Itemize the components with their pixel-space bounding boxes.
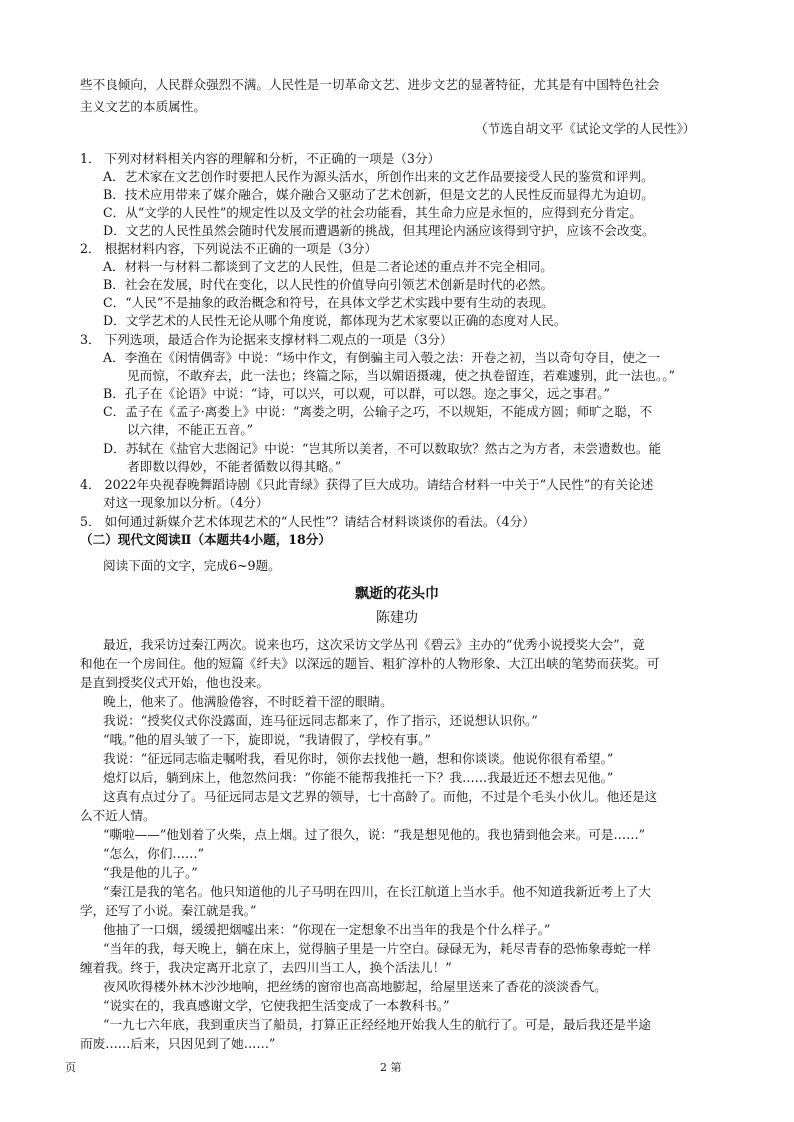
question-2-option-a: A．材料一与材料二都谈到了文艺的人民性，但是二者论述的重点并不完全相同。 xyxy=(103,259,553,274)
article-line: 最近，我采访过秦江两次。说来也巧，这次采访文学丛刊《碧云》主办的“优秀小说授奖大会”，竟 xyxy=(103,637,645,652)
article-line: “怎么，你们……” xyxy=(103,846,205,861)
article-line: “当年的我，每天晚上，躺在床上，觉得脑子里是一片空白。碌碌无为，耗尽青春的恐怖象毒蛇一样 xyxy=(103,941,651,956)
source-note: （节选自胡文平《试论文学的人民性》） xyxy=(475,121,696,136)
article-line: 而废……后来，只因见到了她……” xyxy=(80,1036,276,1051)
question-3-option-d: D．苏轼在《盐官大悲阁记》中说：“岂其所以美者，不可以数取欤？然古之为方者，未尝遗数也。能 xyxy=(103,441,662,456)
article-line: 晚上，他来了。他满脸倦容，不时眨着干涩的眼睛。 xyxy=(103,694,393,709)
reading-instruction: 阅读下面的文字，完成6~9题。 xyxy=(103,558,281,573)
intro-line-2: 主义文艺的本质属性。 xyxy=(80,99,206,114)
article-line: 学，还写了小说。秦江就是我。” xyxy=(80,903,257,918)
question-3-option-b: B．孔子在《论语》中说：“诗，可以兴，可以观，可以群，可以怨。迩之事父，远之事君。” xyxy=(103,386,610,401)
question-1-option-b: B．技术应用带来了媒介融合，媒介融合又驱动了艺术创新，但是文艺的人民性反而显得尤为迫切。 xyxy=(103,187,654,202)
article-author: 陈建功 xyxy=(376,610,418,626)
intro-line-1: 些不良倾向，人民群众强烈不满。人民性是一切革命文艺、进步文艺的显著特征，尤其是有中国特色社会 xyxy=(80,77,660,92)
question-2-option-c: C．“人民”不是抽象的政治概念和符号，在具体文学艺术实践中要有生动的表现。 xyxy=(103,295,554,310)
article-line: 夜风吹得楼外林木沙沙地响，把丝绣的窗帘也高高地膨起，给屋里送来了香花的淡淡香气。 xyxy=(103,979,607,994)
question-2-option-d: D．文学艺术的人民性无论从哪个角度说，都体现为艺术家要以正确的态度对人民。 xyxy=(103,313,567,328)
section-header: （二）现代文阅读Ⅱ（本题共4小题，18分） xyxy=(80,532,331,547)
article-line: 他抽了一口烟，缓缓把烟嘘出来：“你现在一定想象不出当年的我是个什么样子。” xyxy=(103,922,551,937)
question-3-option-c: C．孟子在《孟子·离娄上》中说：“离娄之明，公输子之巧，不以规矩，不能成方圆；师旷之聪，不 xyxy=(103,404,653,419)
question-4-stem: 4． 2022年央视春晚舞蹈诗剧《只此青绿》获得了巨大成功。请结合材料一中关于“人民性”的有关论述 xyxy=(80,477,654,492)
article-line: 和他在一个房间住。他的短篇《纤夫》以深远的题旨、粗犷淳朴的人物形象、大江出峡的笔势而获奖。可 xyxy=(80,656,660,671)
article-line: “我是他的儿子。” xyxy=(103,865,198,880)
question-3-stem: 3． 下列选项，最适合作为论据来支撑材料二观点的一项是（3分） xyxy=(80,332,453,347)
question-1-option-d: D．文艺的人民性虽然会随时代发展而遭遇新的挑战，但其理论内涵应该得到守护，应该不会改变。 xyxy=(103,223,655,238)
article-line: 是直到授奖仪式开始，他也没来。 xyxy=(80,675,269,690)
article-line: “秦江是我的笔名。他只知道他的儿子马明在四川，在长江航道上当水手。他不知道我新近考上了大 xyxy=(103,884,651,899)
question-1-option-c: C．从“文学的人民性”的规定性以及文学的社会功能看，其生命力应是永恒的，应得到充分肯定。 xyxy=(103,205,642,220)
question-3-option-a: A．李渔在《闲情偶寄》中说：“场中作文，有倒骗主司入彀之法：开卷之初，当以奇句夺目，使之一 xyxy=(103,350,661,365)
article-line: “说实在的，我真感谢文学，它使我把生活变成了一本教科书。” xyxy=(103,998,450,1013)
question-1-stem: 1． 下列对材料相关内容的理解和分析，不正确的一项是（3分） xyxy=(80,151,441,166)
article-line: 熄灯以后，躺到床上，他忽然问我：“你能不能帮我推托一下？我……我最近还不想去见他。” xyxy=(103,770,614,785)
article-line: 么不近人情。 xyxy=(80,808,156,823)
question-3-option-a-cont: 见而惊，不敢弃去，此一法也；终篇之际，当以媚语摄魂，使之执卷留连，若难遽别，此一法也。。” xyxy=(127,368,675,383)
question-2-option-b: B．社会在发展，时代在变化，以人民性的价值导向引领艺术创新是时代的必然。 xyxy=(103,277,554,292)
question-3-option-c-cont: 以六律，不能正五音。” xyxy=(127,422,254,437)
question-5-stem: 5． 如何通过新媒介艺术体现艺术的“人民性”？请结合材料谈谈你的看法。（4分） xyxy=(80,514,535,529)
article-line: 我说：“授奖仪式你没露面，连马征远同志都来了，作了指示，还说想认识你。” xyxy=(103,713,538,728)
question-1-option-a: A．艺术家在文艺创作时要把人民作为源头活水，所创作出来的文艺作品要接受人民的鉴赏和评判。 xyxy=(103,169,654,184)
article-line: “哦。”他的眉头皱了一下，旋即说，“我请假了，学校有事。” xyxy=(103,732,431,747)
footer-page-number: 2 第 xyxy=(380,1061,402,1074)
article-line: “一九七六年底，我到重庆当了船员，打算正正经经地开始我人生的航行了。可是，最后我还是半途 xyxy=(103,1017,651,1032)
article-line: “嘶啦——”他划着了火柴，点上烟。过了很久，说：“我是想见他的。我也猜到他会来。可是……” xyxy=(103,827,646,842)
question-4-stem-cont: 对这一现象加以分析。（4分） xyxy=(103,495,269,510)
question-3-option-d-cont: 者即数以得妙，不能者循数以得其略。” xyxy=(127,459,342,474)
article-title: 飘逝的花头巾 xyxy=(355,586,439,602)
article-line: 这真有点过分了。马征远同志是文艺界的领导，七十高龄了。而他，不过是个毛头小伙儿。他还是这 xyxy=(103,789,658,804)
footer-left: 页 xyxy=(65,1061,76,1074)
article-line: 缠着我。终于，我决定离开北京了，去四川当工人，换个活法儿！” xyxy=(80,960,452,975)
question-2-stem: 2． 根据材料内容，下列说法不正确的一项是（3分） xyxy=(80,241,378,256)
article-line: 我说：“征远同志临走嘱咐我，看见你时，领你去找他一趟，想和你谈谈。他说你很有希望。” xyxy=(103,751,614,766)
